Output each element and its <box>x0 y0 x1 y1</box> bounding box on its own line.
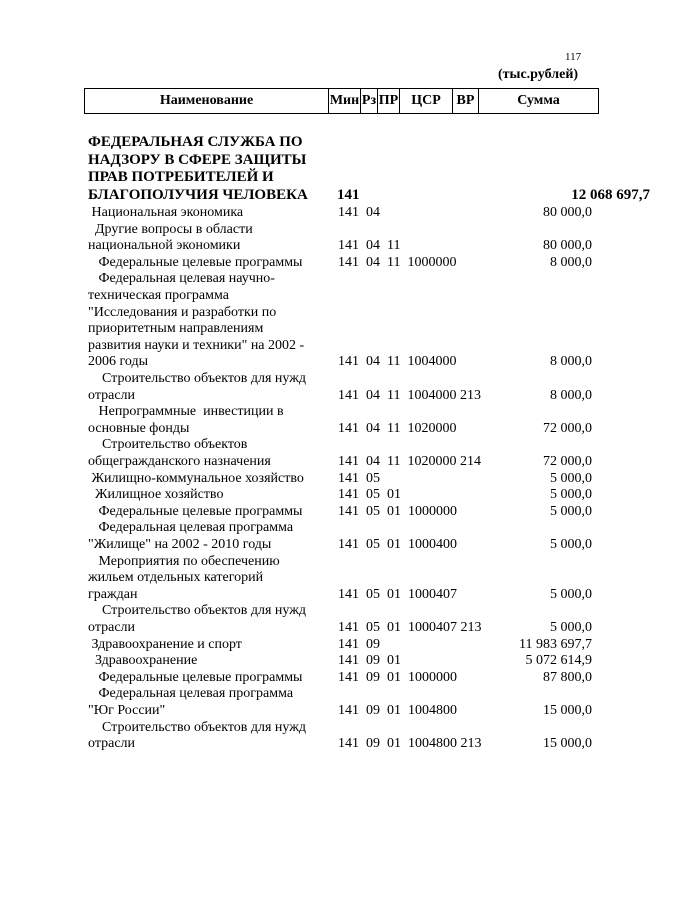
agency-title-line: НАДЗОРУ В СФЕРЕ ЗАЩИТЫ <box>88 151 307 168</box>
row-code: 141 09 01 1000000 <box>338 669 457 685</box>
row-sum: 8 000,0 <box>550 387 592 403</box>
row-name-line: Другие вопросы в области <box>88 221 253 237</box>
row-name-line: Строительство объектов для нужд <box>88 371 307 386</box>
row-sum: 5 000,0 <box>550 487 592 503</box>
row-name-line: Строительство объектов для нужд <box>88 603 307 619</box>
row-sum: 80 000,0 <box>543 238 592 254</box>
row-name-line: Федеральная целевая научно- <box>88 271 275 287</box>
table-row <box>0 720 640 753</box>
agency-title-line: ПРАВ ПОТРЕБИТЕЛЕЙ И <box>88 169 274 185</box>
row-name-line: общегражданского назначения <box>88 453 271 469</box>
row-sum: 8 000,0 <box>550 254 592 270</box>
table-row <box>0 670 640 687</box>
table-row <box>0 653 640 670</box>
row-code: 141 09 <box>338 636 380 652</box>
row-code: 141 05 01 1000000 <box>338 503 457 519</box>
row-code: 141 09 01 1004800 <box>338 702 457 718</box>
row-sum: 5 000,0 <box>550 536 592 552</box>
header-min: Мин <box>329 89 361 114</box>
row-sum: 5 000,0 <box>550 503 592 519</box>
row-sum: 8 000,0 <box>550 354 592 370</box>
row-sum: 87 800,0 <box>543 669 592 685</box>
row-name-line: Федеральные целевые программы <box>88 669 303 685</box>
row-code: 141 04 11 1000000 <box>338 254 457 270</box>
row-code: 141 04 11 1020000 <box>338 420 457 436</box>
table-row <box>0 371 640 404</box>
table-row <box>0 520 640 553</box>
header-pr: ПР <box>378 89 400 114</box>
header-name: Наименование <box>85 89 329 114</box>
row-name-line: граждан <box>88 586 138 602</box>
row-name-line: техническая программа <box>88 287 229 303</box>
row-sum: 15 000,0 <box>543 736 592 752</box>
row-name-line: Здравоохранение и спорт <box>88 636 242 652</box>
agency-sum: 12 068 697,7 <box>571 186 650 203</box>
row-sum: 72 000,0 <box>543 420 592 436</box>
units-label: (тыс.рублей) <box>498 67 579 82</box>
table-row <box>0 205 640 222</box>
row-name-line: "Юг России" <box>88 702 166 718</box>
table-row <box>0 603 640 636</box>
row-name-line: 2006 годы <box>88 354 149 370</box>
table-row <box>0 271 640 371</box>
row-name-line: Федеральная целевая программа <box>88 686 294 702</box>
row-name-line: Национальная экономика <box>88 205 244 220</box>
row-name-line: отрасли <box>88 619 136 635</box>
row-code: 141 05 01 1000407 213 <box>338 619 482 635</box>
row-name-line: Строительство объектов для нужд <box>88 719 307 735</box>
row-sum: 5 000,0 <box>550 586 592 602</box>
row-code: 141 04 11 1020000 214 <box>338 453 481 469</box>
row-code: 141 09 01 <box>338 653 401 669</box>
row-name-line: развития науки и техники" на 2002 - <box>88 337 305 353</box>
row-code: 141 04 11 1004000 <box>338 354 457 370</box>
table-row <box>0 404 640 437</box>
row-name-line: Строительство объектов <box>88 437 248 453</box>
row-code: 141 04 <box>338 205 380 220</box>
row-name-line: Жилищно-коммунальное хозяйство <box>88 470 304 486</box>
row-name-line: национальной экономики <box>88 238 241 254</box>
row-name-line: Жилищное хозяйство <box>88 487 224 503</box>
row-code: 141 04 11 <box>338 238 401 254</box>
agency-code: 141 <box>337 186 360 203</box>
column-header-row <box>84 88 599 114</box>
row-code: 141 05 01 1000407 <box>338 586 457 602</box>
page-number: 117 <box>565 51 582 63</box>
table-row <box>0 437 640 470</box>
row-name-line: "Жилище" на 2002 - 2010 годы <box>88 536 272 552</box>
row-sum: 11 983 697,7 <box>519 636 592 652</box>
row-name-line: Федеральная целевая программа <box>88 520 294 536</box>
row-name-line: основные фонды <box>88 420 190 436</box>
row-code: 141 04 11 1004000 213 <box>338 387 481 403</box>
row-name-line: отрасли <box>88 736 136 752</box>
row-sum: 5 000,0 <box>550 470 592 486</box>
row-sum: 15 000,0 <box>543 702 592 718</box>
row-code: 141 05 01 1000400 <box>338 536 457 552</box>
row-name-line: Мероприятия по обеспечению <box>88 553 280 569</box>
row-code: 141 09 01 1004800 213 <box>338 736 482 752</box>
row-name-line: Федеральные целевые программы <box>88 503 303 519</box>
table-row <box>0 222 640 255</box>
row-sum: 72 000,0 <box>543 453 592 469</box>
agency-heading <box>88 134 688 204</box>
row-name-line: Федеральные целевые программы <box>88 254 303 270</box>
agency-title-line: БЛАГОПОЛУЧИЯ ЧЕЛОВЕКА <box>88 186 308 203</box>
row-sum: 5 072 614,9 <box>525 653 592 669</box>
row-name-line: "Исследования и разработки по <box>88 304 277 320</box>
header-vr: ВР <box>453 89 479 114</box>
row-name-line: Здравоохранение <box>88 653 198 669</box>
row-name-line: жильем отдельных категорий <box>88 570 264 586</box>
table-row <box>0 686 640 719</box>
agency-title-line: ФЕДЕРАЛЬНАЯ СЛУЖБА ПО <box>88 134 303 150</box>
header-rz: Рз <box>361 89 378 114</box>
header-sum: Сумма <box>479 89 599 114</box>
table-row <box>0 554 640 604</box>
row-code: 141 05 <box>338 470 380 486</box>
row-name-line: Непрограммные инвестиции в <box>88 404 284 420</box>
row-name-line: отрасли <box>88 387 136 403</box>
table-row <box>0 255 640 272</box>
row-sum: 5 000,0 <box>550 619 592 635</box>
header-csr: ЦСР <box>400 89 453 114</box>
row-name-line: приоритетным направлениям <box>88 321 264 337</box>
table-row <box>0 637 640 654</box>
row-code: 141 05 01 <box>338 487 401 503</box>
row-sum: 80 000,0 <box>543 205 592 220</box>
table-row <box>0 487 640 504</box>
table-row <box>0 504 640 521</box>
table-row <box>0 471 640 488</box>
